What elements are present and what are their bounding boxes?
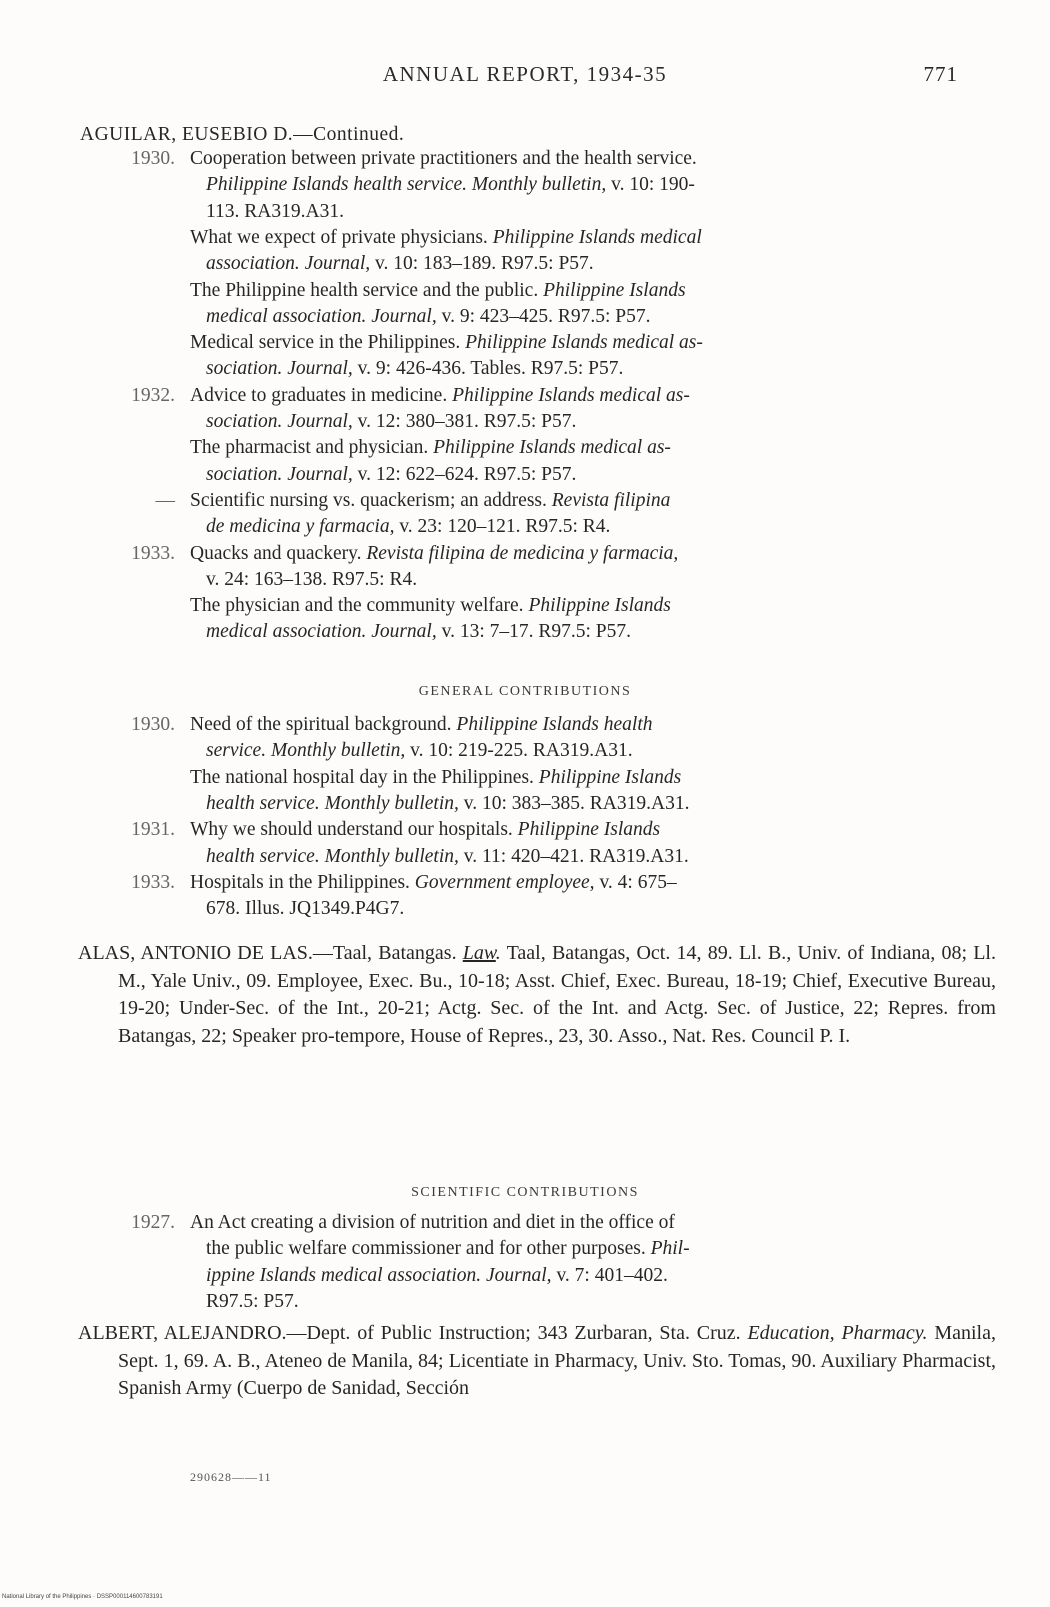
- aguilar-publication-year: 1933.: [131, 542, 175, 564]
- aguilar-publication-citation-line: de medicina y farmacia, v. 23: 120–121. R97.5: R4.: [206, 516, 611, 538]
- page-number: 771: [923, 62, 958, 86]
- aguilar-publication-citation-line: sociation. Journal, v. 12: 380–381. R97.5: P57.: [206, 411, 577, 432]
- general-contribution-citation-line: health service. Monthly bulletin, v. 10: 383–385. RA319.A31.: [206, 792, 690, 814]
- aguilar-publication-citation-line: 113. RA319.A31.: [206, 200, 344, 222]
- section-title: SCIENTIFIC CONTRIBUTIONS: [411, 1185, 639, 1200]
- aguilar-publication-citation-line: sociation. Journal, v. 9: 426-436. Tables. R97.5: P57.: [206, 358, 624, 380]
- scientific-contribution-citation-line: the public welfare commissioner and for other purposes. Phil-: [206, 1238, 690, 1260]
- aguilar-publication-citation-line: sociation. Journal, v. 12: 622–624. R97.5: P57.: [206, 463, 577, 485]
- signature-mark: 290628——11: [190, 1470, 272, 1484]
- general-contribution-citation-line: 678. Illus. JQ1349.P4G7.: [206, 898, 405, 920]
- general-contribution-citation-line: Need of the spiritual background. Philippine Islands health: [190, 714, 653, 735]
- aguilar-publication-citation-line: Scientific nursing vs. quackerism; an address. Revista filipina: [190, 489, 671, 511]
- general-contribution-citation-line: health service. Monthly bulletin, v. 11: 420–421. RA319.A31.: [206, 845, 689, 867]
- aguilar-publication-citation-line: Quacks and quackery. Revista filipina de medicina y farmacia,: [190, 542, 679, 564]
- aguilar-publication-citation-line: What we expect of private physicians. Philippine Islands medical: [190, 226, 702, 248]
- aguilar-publication-year: 1930.: [131, 148, 175, 169]
- aguilar-publication-citation-line: Medical service in the Philippines. Philippine Islands medical as-: [190, 332, 703, 354]
- page-header: [0, 62, 1050, 92]
- general-contribution-citation-line: Why we should understand our hospitals. Philippine Islands: [190, 819, 661, 841]
- alas-biography: ALAS, ANTONIO DE LAS.—Taal, Batangas. Law. Taal, Batangas, Oct. 14, 89. Ll. B., Univ. of Indiana, 08; Ll. M., Yale Univ., 09. Employee, Exec. Bu., 10-18; Asst. Chief, Exec. Bureau, 18-19; Chief, Executive Bureau, 19-20; Under-Sec. of the Int., 20-21; Actg. Sec. of the Int. and Actg. Sec. of Justice, 22; Repres. from Batangas, 22; Speaker pro-tempore, House of Repres., 23, 30. Asso., Nat. Res. Council P. I.: [78, 942, 996, 1047]
- aguilar-publication-year: 1932.: [131, 384, 175, 406]
- scientific-contribution-year: 1927.: [131, 1212, 175, 1233]
- aguilar-publication-citation-line: The Philippine health service and the public. Philippine Islands: [190, 279, 686, 301]
- aguilar-publication-citation-line: association. Journal, v. 10: 183–189. R97.5: P57.: [206, 253, 594, 275]
- section-title: GENERAL CONTRIBUTIONS: [418, 684, 632, 699]
- general-contribution-citation-line: Hospitals in the Philippines. Government employee, v. 4: 675–: [190, 871, 677, 893]
- aguilar-publication-citation-line: medical association. Journal, v. 9: 423–425. R97.5: P57.: [206, 305, 651, 327]
- aguilar-publication-citation-line: Cooperation between private practitioners and the health service.: [190, 148, 697, 169]
- general-contribution-citation-line: The national hospital day in the Philippines. Philippine Islands: [190, 766, 682, 788]
- entry-heading: AGUILAR, EUSEBIO D.—Continued.: [80, 124, 405, 145]
- aguilar-publication-citation-line: The physician and the community welfare. Philippine Islands: [190, 595, 671, 617]
- general-contribution-citation-line: service. Monthly bulletin, v. 10: 219-225. RA319.A31.: [206, 740, 633, 762]
- aguilar-publication-citation-line: The pharmacist and physician. Philippine Islands medical as-: [190, 437, 671, 459]
- aguilar-publication-citation-line: Philippine Islands health service. Monthly bulletin, v. 10: 190-: [206, 174, 695, 196]
- aguilar-publication-citation-line: medical association. Journal, v. 13: 7–17. R97.5: P57.: [206, 621, 632, 643]
- general-contribution-year: 1933.: [131, 871, 175, 893]
- aguilar-publication-year: —: [155, 489, 175, 511]
- albert-biography: ALBERT, ALEJANDRO.—Dept. of Public Instruction; 343 Zurbaran, Sta. Cruz. Education, Pharmacy. Manila, Sept. 1, 69. A. B., Ateneo de Manila, 84; Licentiate in Pharmacy, Univ. Sto. Tomas, 90. Auxiliary Pharmacist, Spanish Army (Cuerpo de Sanidad, Sección: [78, 1322, 996, 1399]
- scientific-contribution-citation-line: ippine Islands medical association. Journal, v. 7: 401–402.: [206, 1264, 668, 1286]
- general-contribution-year: 1930.: [131, 714, 175, 735]
- running-title: ANNUAL REPORT, 1934-35: [382, 62, 668, 86]
- scientific-contribution-citation-line: An Act creating a division of nutrition and diet in the office of: [190, 1212, 675, 1233]
- aguilar-publication-citation-line: Advice to graduates in medicine. Philippine Islands medical as-: [190, 384, 690, 406]
- general-contribution-year: 1931.: [131, 819, 175, 841]
- digitization-stamp: National Library of the Philippines · DSSP000114600783191: [2, 1594, 163, 1600]
- aguilar-publication-citation-line: v. 24: 163–138. R97.5: R4.: [206, 568, 418, 590]
- scientific-contribution-citation-line: R97.5: P57.: [206, 1290, 299, 1312]
